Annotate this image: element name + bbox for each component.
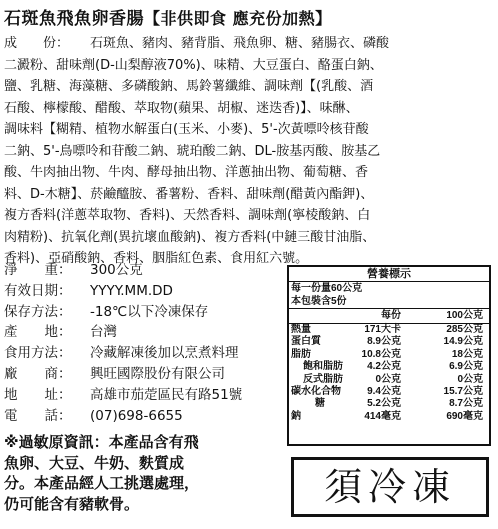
ingredients-line (4, 141, 494, 163)
nutrient-per-100g: 18公克 (451, 348, 483, 360)
info-label: 淨 重： (4, 262, 72, 278)
ingredients-text: 複方香料(洋蔥萃取物、香料)、天然香料、調味劑(寧棱酸鈉、白 (4, 208, 371, 223)
nutrient-per-100g: 285公克 (446, 324, 483, 335)
nutrient-per-serving: 8.9公克 (367, 336, 401, 348)
ingredients-line (4, 98, 494, 120)
ingredients-text: 酸、牛肉抽出物、牛肉、酵母抽出物、洋蔥抽出物、葡萄糖、香 (4, 165, 369, 180)
nutrient-name: 碳水化合物 (291, 385, 341, 397)
manufacturer-row (4, 364, 284, 385)
ingredients-section (4, 33, 494, 270)
address-row (4, 385, 284, 406)
nutrient-per-serving: 414毫克 (364, 410, 401, 422)
info-label: 產 地： (4, 324, 72, 341)
ingredients-text: 石酸、檸檬酸、醋酸、萃取物(蘋果、胡椒、迷迭香)】、味醂、 (4, 100, 359, 116)
nutrient-per-serving: 9.4公克 (367, 385, 401, 397)
ingredients-line (4, 33, 494, 55)
nutrition-row (289, 411, 489, 423)
keep-frozen-stamp: 須冷凍 (291, 457, 489, 517)
nutrient-per-serving: 5.2公克 (367, 398, 401, 410)
allergen-line: 仍可能含有豬軟骨。 (4, 494, 140, 513)
nutrition-facts-table (287, 265, 491, 446)
ingredients-line (4, 162, 494, 184)
info-value: (07)698-6655 (90, 407, 183, 424)
allergen-line: 魚卵、大豆、牛奶、麩質成 (4, 453, 185, 472)
phone-row (4, 406, 284, 427)
product-name: 石斑魚飛魚卵香腸 (4, 9, 144, 29)
expiry-date-row (4, 281, 284, 302)
allergen-line: ※過敏原資訊：本產品含有飛 (4, 433, 199, 451)
nutrient-name: 飽和脂肪 (303, 361, 343, 373)
ingredients-text: 香料)、亞硝酸鈉、香料、胭脂紅色素、食用紅六號。 (4, 251, 309, 266)
nutrient-per-serving: 10.8公克 (361, 348, 401, 360)
ingredients-line (4, 205, 494, 227)
nutrient-per-100g: 690毫克 (446, 410, 483, 422)
info-value: 300公克 (90, 262, 143, 278)
nutrient-per-serving: 171大卡 (364, 324, 401, 335)
nutrient-per-100g: 15.7公克 (443, 385, 483, 397)
product-info (4, 260, 284, 426)
nutrient-per-serving: 0公克 (375, 373, 401, 385)
nutrient-per-100g: 8.7公克 (449, 398, 483, 410)
nutrient-name: 蛋白質 (291, 336, 321, 348)
serving-size: 每一份量60公克 (291, 283, 363, 294)
servings-per-pack: 本包裝含5份 (289, 295, 489, 309)
nutrient-per-100g: 6.9公克 (449, 361, 483, 373)
ingredients-text: 二鈉、5'-鳥嘌呤和苷酸二鈉、琥珀酸二鈉、DL-胺基丙酸、胺基乙 (4, 143, 381, 159)
ingredients-text: 料、D-木糖】、菸鹼醯胺、番薯粉、香料、甜味劑(醋黃內酯鉀)、 (4, 186, 374, 202)
info-label: 電 話： (4, 407, 72, 424)
info-value: 高雄市茄萣區民有路51號 (90, 386, 243, 403)
nutrition-rows (289, 324, 489, 423)
info-value: 台灣 (90, 324, 117, 341)
ingredients-line (4, 184, 494, 206)
info-label: 廠 商： (4, 365, 72, 382)
nutrition-row (289, 324, 489, 336)
nutrition-row (289, 374, 489, 386)
allergen-line: 分。本產品經人工挑選處理， (4, 474, 200, 492)
info-value: 冷藏解凍後加以烹煮料理 (90, 345, 239, 362)
nutrient-name: 糖 (315, 398, 325, 410)
nutrition-row (289, 386, 489, 398)
product-title (4, 4, 332, 29)
info-label: 有效日期： (4, 282, 72, 299)
nutrient-name: 反式脂肪 (303, 373, 343, 385)
net-weight-row (4, 260, 284, 281)
info-label: 保存方法： (4, 303, 72, 320)
nutrient-per-100g: 0公克 (457, 373, 483, 385)
info-value: -18℃以下冷凍保存 (90, 303, 209, 320)
nutrition-row (289, 361, 489, 373)
ingredients-line (4, 76, 494, 98)
nutrient-per-serving: 4.2公克 (367, 361, 401, 373)
heating-warning: 【非供即食 應充份加熱】 (144, 9, 332, 28)
nutrition-header (289, 309, 489, 324)
ingredients-text: 二澱粉、甜味劑(D-山梨醇液70%)、味精、大豆蛋白、酪蛋白鈉、 (4, 57, 383, 73)
ingredients-label: 成 份： (4, 36, 70, 51)
nutrient-name: 脂肪 (291, 348, 311, 360)
nutrition-row (289, 398, 489, 410)
allergen-info (4, 432, 287, 514)
info-value: YYYY.MM.DD (90, 282, 173, 299)
ingredients-line (4, 227, 494, 249)
nutrient-per-100g: 14.9公克 (443, 336, 483, 348)
usage-row (4, 343, 284, 364)
per-100g-header: 100公克 (446, 310, 483, 321)
ingredients-text: 石斑魚、豬肉、豬背脂、飛魚卵、糖、豬腸衣、磷酸 (90, 36, 390, 51)
info-label: 食用方法： (4, 345, 72, 362)
nutrient-name: 鈉 (291, 410, 301, 422)
ingredients-text: 調味料【糊精、植物水解蛋白(玉米、小麥)、5'-次黃嘌呤核苷酸 (4, 122, 369, 137)
nutrition-title: 營養標示 (289, 267, 489, 282)
ingredients-text: 肉精粉)、抗氧化劑(異抗壞血酸鈉)、複方香料(中鏈三酸甘油脂、 (4, 229, 376, 245)
info-label: 地 址： (4, 386, 72, 403)
per-serving-header: 每份 (381, 310, 401, 321)
ingredients-line (4, 55, 494, 77)
origin-row (4, 322, 284, 343)
storage-row (4, 302, 284, 323)
nutrition-row (289, 336, 489, 348)
ingredients-text: 鹽、乳糖、海藻糖、多磷酸鈉、馬鈴薯纖維、調味劑【(乳酸、酒 (4, 79, 374, 94)
info-value: 興旺國際股份有限公司 (90, 365, 225, 382)
nutrition-row (289, 349, 489, 361)
ingredients-line (4, 119, 494, 141)
nutrient-name: 熱量 (291, 324, 311, 335)
